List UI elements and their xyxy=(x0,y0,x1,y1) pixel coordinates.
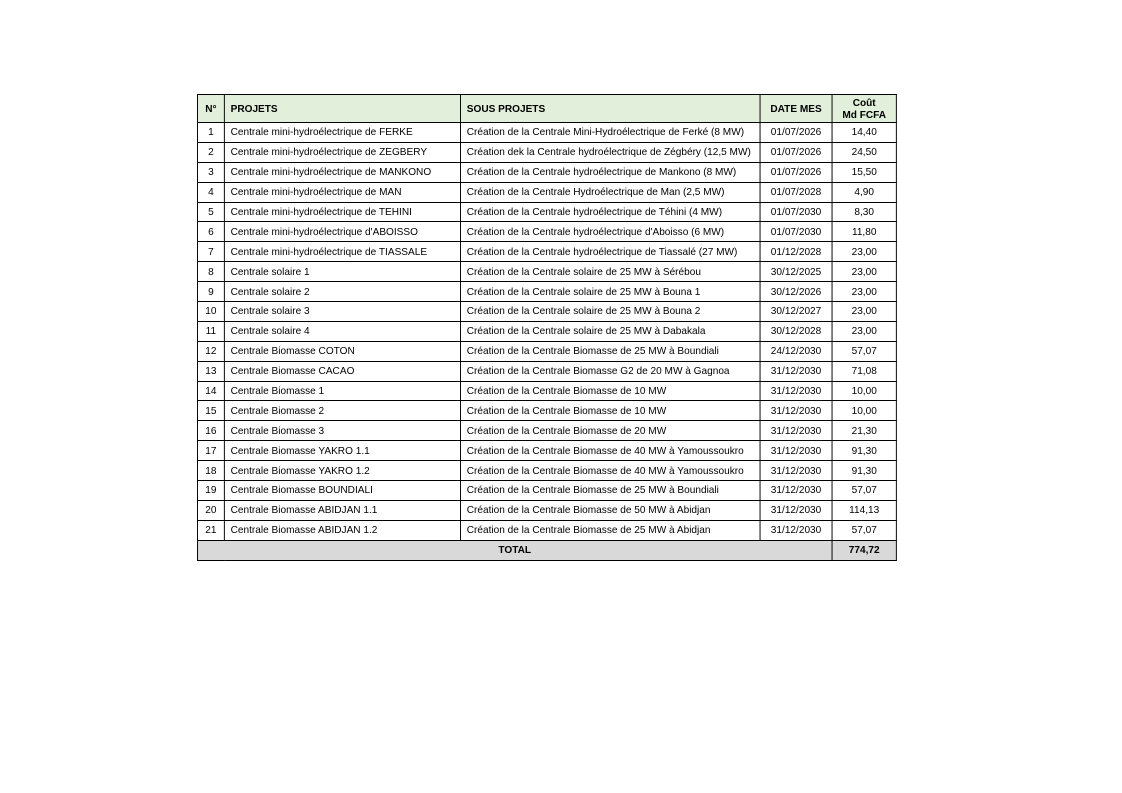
row-cout: 15,50 xyxy=(832,162,896,182)
row-sous-projet: Création de la Centrale Biomasse de 50 MW à Abidjan xyxy=(461,500,761,520)
row-date: 01/07/2026 xyxy=(760,142,832,162)
header-projets: PROJETS xyxy=(224,95,460,123)
header-num: N° xyxy=(197,95,224,123)
row-date: 01/12/2028 xyxy=(760,242,832,262)
row-date: 30/12/2025 xyxy=(760,262,832,282)
row-projet: Centrale Biomasse YAKRO 1.1 xyxy=(224,441,460,461)
row-sous-projet: Création de la Centrale Biomasse de 10 MW xyxy=(461,401,761,421)
row-num: 5 xyxy=(197,202,224,222)
row-num: 10 xyxy=(197,302,224,322)
row-num: 7 xyxy=(197,242,224,262)
row-date: 01/07/2030 xyxy=(760,222,832,242)
row-num: 18 xyxy=(197,461,224,481)
row-date: 31/12/2030 xyxy=(760,421,832,441)
row-date: 01/07/2030 xyxy=(760,202,832,222)
row-cout: 23,00 xyxy=(832,242,896,262)
table-row xyxy=(197,142,896,162)
row-projet: Centrale Biomasse CACAO xyxy=(224,361,460,381)
row-projet: Centrale solaire 3 xyxy=(224,302,460,322)
header-date-mes: DATE MES xyxy=(760,95,832,123)
table-row xyxy=(197,461,896,481)
row-cout: 91,30 xyxy=(832,461,896,481)
table-row xyxy=(197,520,896,540)
row-projet: Centrale Biomasse 2 xyxy=(224,401,460,421)
header-cout xyxy=(832,95,896,123)
row-num: 20 xyxy=(197,500,224,520)
row-sous-projet: Création de la Centrale Biomasse de 25 MW à Abidjan xyxy=(461,520,761,540)
row-cout: 57,07 xyxy=(832,520,896,540)
table-row xyxy=(197,481,896,501)
table-row xyxy=(197,361,896,381)
row-sous-projet: Création de la Centrale Biomasse de 20 MW xyxy=(461,421,761,441)
header-cout-line1: Coût xyxy=(852,96,876,109)
row-cout: 23,00 xyxy=(832,321,896,341)
row-cout: 114,13 xyxy=(832,500,896,520)
row-projet: Centrale mini-hydroélectrique de TIASSALE xyxy=(224,242,460,262)
row-sous-projet: Création de la Centrale hydroélectrique de Téhini (4 MW) xyxy=(461,202,761,222)
row-num: 1 xyxy=(197,123,224,143)
table-row xyxy=(197,302,896,322)
row-projet: Centrale solaire 4 xyxy=(224,321,460,341)
row-num: 14 xyxy=(197,381,224,401)
table-row xyxy=(197,242,896,262)
row-projet: Centrale mini-hydroélectrique d'ABOISSO xyxy=(224,222,460,242)
total-row xyxy=(197,540,896,560)
table-row xyxy=(197,262,896,282)
row-projet: Centrale solaire 1 xyxy=(224,262,460,282)
row-date: 31/12/2030 xyxy=(760,381,832,401)
table-row xyxy=(197,421,896,441)
row-cout: 11,80 xyxy=(832,222,896,242)
row-date: 31/12/2030 xyxy=(760,461,832,481)
table-body xyxy=(197,123,896,541)
row-cout: 14,40 xyxy=(832,123,896,143)
row-sous-projet: Création de la Centrale solaire de 25 MW à Sérébou xyxy=(461,262,761,282)
row-sous-projet: Création de la Centrale solaire de 25 MW à Dabakala xyxy=(461,321,761,341)
row-cout: 24,50 xyxy=(832,142,896,162)
row-sous-projet: Création de la Centrale Biomasse de 40 MW à Yamoussoukro xyxy=(461,461,761,481)
row-num: 21 xyxy=(197,520,224,540)
total-label: TOTAL xyxy=(197,540,832,560)
row-num: 12 xyxy=(197,341,224,361)
row-num: 6 xyxy=(197,222,224,242)
row-cout: 10,00 xyxy=(832,381,896,401)
row-cout: 57,07 xyxy=(832,481,896,501)
table-row xyxy=(197,321,896,341)
table-footer xyxy=(197,540,896,560)
row-date: 01/07/2026 xyxy=(760,162,832,182)
row-projet: Centrale mini-hydroélectrique de FERKE xyxy=(224,123,460,143)
row-cout: 10,00 xyxy=(832,401,896,421)
row-num: 2 xyxy=(197,142,224,162)
row-num: 3 xyxy=(197,162,224,182)
row-sous-projet: Création de la Centrale Biomasse de 40 MW à Yamoussoukro xyxy=(461,441,761,461)
table-row xyxy=(197,441,896,461)
row-sous-projet: Création de la Centrale hydroélectrique d'Aboisso (6 MW) xyxy=(461,222,761,242)
row-date: 30/12/2026 xyxy=(760,282,832,302)
projects-table xyxy=(197,94,897,561)
row-date: 30/12/2028 xyxy=(760,321,832,341)
row-projet: Centrale Biomasse ABIDJAN 1.2 xyxy=(224,520,460,540)
row-cout: 91,30 xyxy=(832,441,896,461)
table-row xyxy=(197,341,896,361)
row-sous-projet: Création dek la Centrale hydroélectrique de Zégbéry (12,5 MW) xyxy=(461,142,761,162)
row-date: 30/12/2027 xyxy=(760,302,832,322)
row-sous-projet: Création de la Centrale hydroélectrique de Mankono (8 MW) xyxy=(461,162,761,182)
row-date: 01/07/2026 xyxy=(760,123,832,143)
header-sous-projets: SOUS PROJETS xyxy=(461,95,761,123)
row-date: 31/12/2030 xyxy=(760,481,832,501)
row-projet: Centrale Biomasse BOUNDIALI xyxy=(224,481,460,501)
row-sous-projet: Création de la Centrale Biomasse G2 de 20 MW à Gagnoa xyxy=(461,361,761,381)
row-num: 13 xyxy=(197,361,224,381)
row-projet: Centrale mini-hydroélectrique de MANKONO xyxy=(224,162,460,182)
row-cout: 23,00 xyxy=(832,262,896,282)
row-date: 31/12/2030 xyxy=(760,520,832,540)
row-projet: Centrale Biomasse 3 xyxy=(224,421,460,441)
row-num: 9 xyxy=(197,282,224,302)
row-cout: 8,30 xyxy=(832,202,896,222)
row-num: 11 xyxy=(197,321,224,341)
row-num: 4 xyxy=(197,182,224,202)
table-row xyxy=(197,202,896,222)
row-cout: 71,08 xyxy=(832,361,896,381)
table-row xyxy=(197,222,896,242)
table-row xyxy=(197,162,896,182)
row-date: 31/12/2030 xyxy=(760,500,832,520)
row-date: 01/07/2028 xyxy=(760,182,832,202)
row-sous-projet: Création de la Centrale solaire de 25 MW à Bouna 1 xyxy=(461,282,761,302)
table-row xyxy=(197,381,896,401)
row-date: 31/12/2030 xyxy=(760,361,832,381)
table-row xyxy=(197,182,896,202)
row-date: 31/12/2030 xyxy=(760,441,832,461)
table-row xyxy=(197,500,896,520)
table-row xyxy=(197,282,896,302)
row-date: 31/12/2030 xyxy=(760,401,832,421)
row-num: 16 xyxy=(197,421,224,441)
row-projet: Centrale Biomasse 1 xyxy=(224,381,460,401)
row-projet: Centrale mini-hydroélectrique de MAN xyxy=(224,182,460,202)
header-row xyxy=(197,95,896,123)
row-cout: 4,90 xyxy=(832,182,896,202)
row-projet: Centrale Biomasse YAKRO 1.2 xyxy=(224,461,460,481)
row-date: 24/12/2030 xyxy=(760,341,832,361)
row-num: 17 xyxy=(197,441,224,461)
row-projet: Centrale Biomasse ABIDJAN 1.1 xyxy=(224,500,460,520)
row-projet: Centrale mini-hydroélectrique de TEHINI xyxy=(224,202,460,222)
row-sous-projet: Création de la Centrale Biomasse de 25 MW à Boundiali xyxy=(461,481,761,501)
row-cout: 57,07 xyxy=(832,341,896,361)
row-sous-projet: Création de la Centrale Hydroélectrique de Man (2,5 MW) xyxy=(461,182,761,202)
table-header xyxy=(197,95,896,123)
table-row xyxy=(197,401,896,421)
row-sous-projet: Création de la Centrale hydroélectrique de Tiassalé (27 MW) xyxy=(461,242,761,262)
table-row xyxy=(197,123,896,143)
row-sous-projet: Création de la Centrale Biomasse de 10 MW xyxy=(461,381,761,401)
row-sous-projet: Création de la Centrale Biomasse de 25 MW à Boundiali xyxy=(461,341,761,361)
row-num: 15 xyxy=(197,401,224,421)
row-num: 8 xyxy=(197,262,224,282)
row-num: 19 xyxy=(197,481,224,501)
row-cout: 23,00 xyxy=(832,282,896,302)
row-cout: 23,00 xyxy=(832,302,896,322)
row-sous-projet: Création de la Centrale Mini-Hydroélectrique de Ferké (8 MW) xyxy=(461,123,761,143)
header-cout-line2: Md FCFA xyxy=(842,108,887,121)
row-projet: Centrale Biomasse COTON xyxy=(224,341,460,361)
row-projet: Centrale mini-hydroélectrique de ZEGBERY xyxy=(224,142,460,162)
row-cout: 21,30 xyxy=(832,421,896,441)
row-sous-projet: Création de la Centrale solaire de 25 MW à Bouna 2 xyxy=(461,302,761,322)
row-projet: Centrale solaire 2 xyxy=(224,282,460,302)
total-value: 774,72 xyxy=(832,540,896,560)
